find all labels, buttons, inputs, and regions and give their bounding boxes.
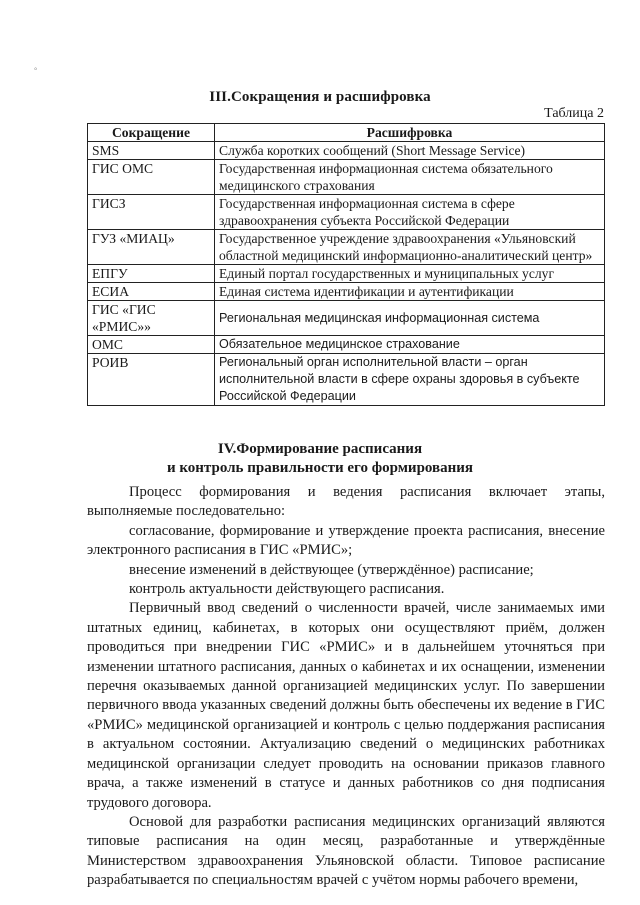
table-row: [88, 265, 605, 283]
table-row: [88, 283, 605, 301]
abbr-cell: ЕСИА: [88, 283, 215, 301]
paragraph: Основой для разработки расписания медицинских организаций являются типовые расписания на один месяц, разработанные и утверждённые Министерством здравоохранения Ульяновской области. Типовое расписание разрабатывается по специальностям врачей с учётом нормы рабочего времени,: [87, 813, 605, 889]
section-4-title: [0, 440, 640, 478]
section-4-title-line-2: и контроль правильности его формирования: [166, 460, 474, 476]
paragraph: контроль актуальности действующего расписания.: [129, 581, 445, 598]
table-row: [88, 301, 605, 336]
abbr-cell: SMS: [88, 142, 215, 160]
section-4-body: [87, 483, 605, 891]
table-row: [88, 230, 605, 265]
abbr-cell: ЕПГУ: [88, 265, 215, 283]
paragraph: Процесс формирования и ведения расписания включает этапы, выполняемые последовательно:: [87, 484, 605, 520]
table-caption: Таблица 2: [544, 106, 604, 121]
desc-cell: Государственная информационная система обязательного медицинского страхования: [215, 160, 605, 195]
desc-cell: Служба коротких сообщений (Short Message Service): [215, 142, 605, 160]
paragraph: Первичный ввод сведений о численности врачей, числе занимаемых ими штатных единиц, кабинетах, в которых они осуществляют приём, должен проводиться при внедрении ГИС «РМИС» и в дальнейшем уточняться при изменении штатного расписания, данных о кабинетах и их оснащении, изменении перечня оказываемых данной организацией медицинских услуг. По завершении первичного ввода указанных сведений должны быть обеспечены их ведение в ГИС «РМИС» медицинской организацией и контроль с целью поддержания расписания в актуальном состоянии. Актуализацию сведений о медицинских работниках медицинской организации следует проводить на основании приказов главного врача, а также изменений в статусе и данных работников со дня подписания трудового договора.: [87, 600, 605, 811]
desc-cell: Единый портал государственных и муниципальных услуг: [215, 265, 605, 283]
abbr-cell: ОМС: [88, 336, 215, 354]
desc-cell: Государственное учреждение здравоохранения «Ульяновский областной медицинский информационно-аналитический центр»: [215, 230, 605, 265]
section-3-title: III.Сокращения и расшифровка: [209, 89, 431, 105]
abbr-cell: РОИВ: [88, 354, 215, 406]
header-decoding: Расшифровка: [215, 124, 605, 142]
abbr-cell: ГИС ОМС: [88, 160, 215, 195]
desc-cell: Единая система идентификации и аутентификации: [215, 283, 605, 301]
abbreviations-table: [87, 123, 605, 406]
paragraph: внесение изменений в действующее (утверждённое) расписание;: [129, 561, 534, 578]
desc-cell: Государственная информационная система в сфере здравоохранения субъекта Российской Федерации: [215, 195, 605, 230]
table-row: [88, 142, 605, 160]
abbr-cell: ГИСЗ: [88, 195, 215, 230]
desc-cell: Региональный орган исполнительной власти – орган исполнительной власти в сфере охраны здоровья в субъекте Российской Федерации: [215, 354, 605, 406]
section-4-title-line-1: IV.Формирование расписания: [217, 441, 423, 457]
table-row: [88, 160, 605, 195]
abbr-cell: ГИС «ГИС «РМИС»»: [88, 301, 215, 336]
header-abbreviation: Сокращение: [88, 124, 215, 142]
scan-speck: °: [34, 66, 38, 75]
table-row: [88, 195, 605, 230]
table-header-row: [88, 124, 605, 142]
table-row: [88, 354, 605, 406]
desc-cell: Обязательное медицинское страхование: [215, 336, 605, 354]
abbr-cell: ГУЗ «МИАЦ»: [88, 230, 215, 265]
table-row: [88, 336, 605, 354]
desc-cell: Региональная медицинская информационная система: [215, 301, 605, 336]
paragraph: согласование, формирование и утверждение проекта расписания, внесение электронного расписания в ГИС «РМИС»;: [87, 522, 605, 559]
